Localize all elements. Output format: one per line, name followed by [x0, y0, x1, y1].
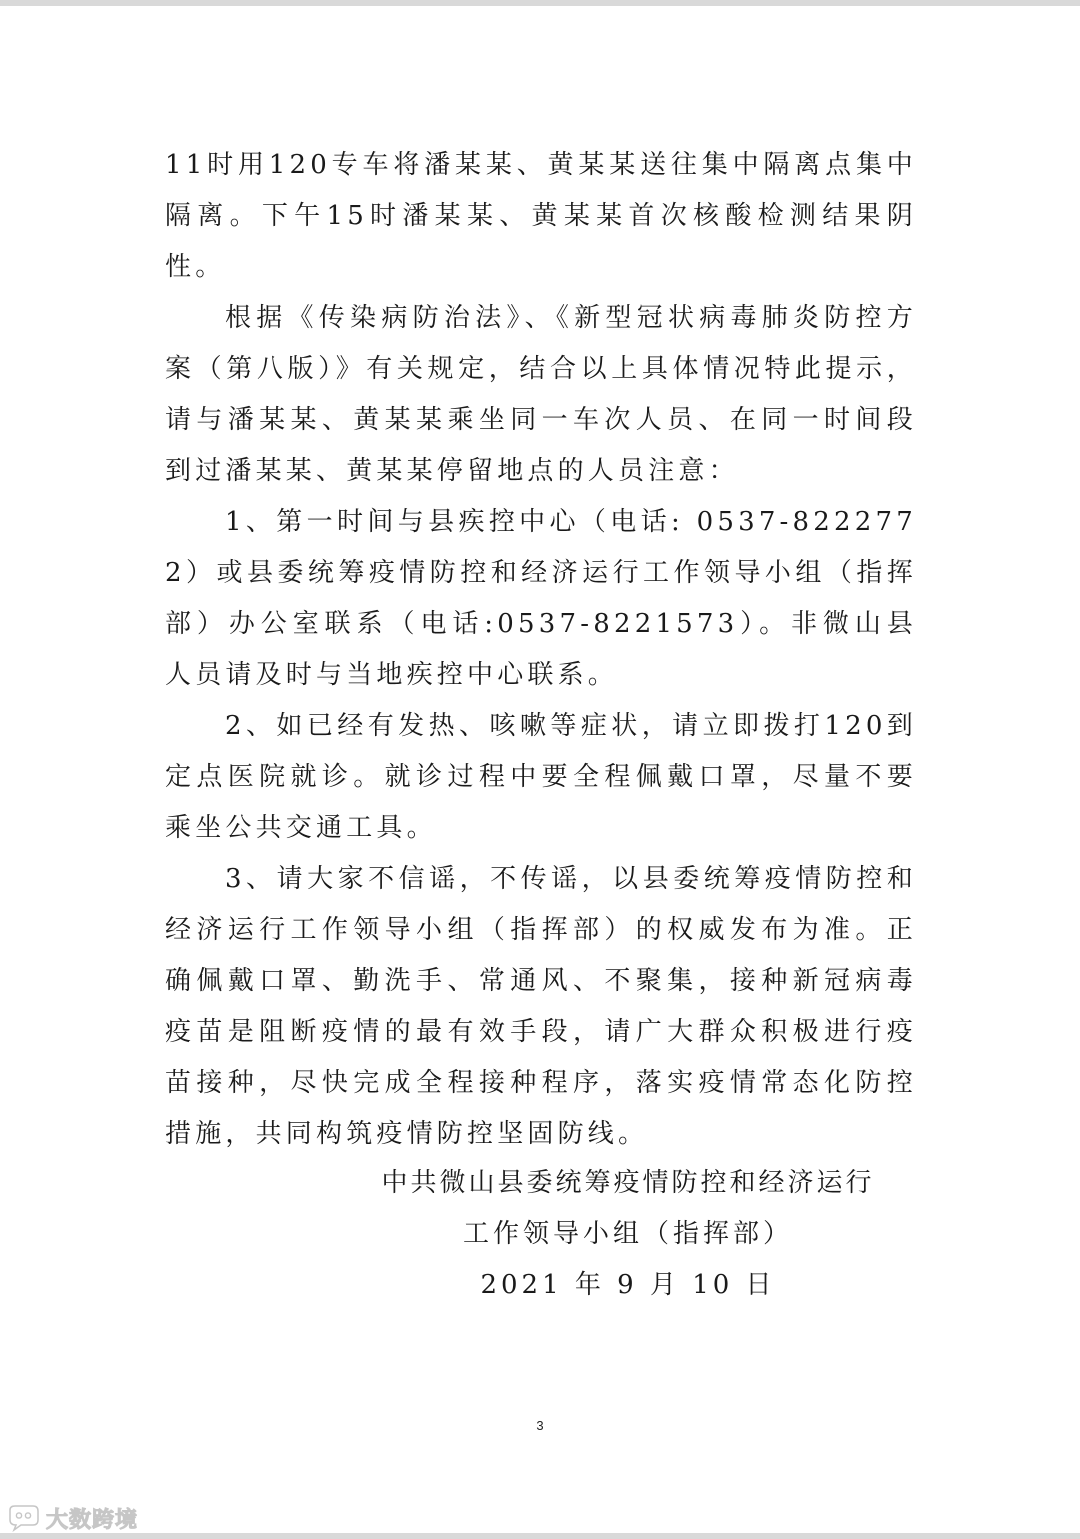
signature-org-line2: 工作领导小组（指挥部） — [462, 1219, 793, 1249]
speech-bubble-logo-icon — [6, 1504, 42, 1532]
paragraph-continued: 11时用120专车将潘某某、黄某某送往集中隔离点集中隔离。下午15时潘某某、黄某某首次核酸检测结果阴性。 — [165, 150, 917, 282]
watermark — [6, 1503, 138, 1533]
signature-org-line1: 中共微山县委统筹疫情防控和经济运行 — [381, 1168, 875, 1198]
paragraph-item-2: 2、如已经有发热、咳嗽等症状，请立即拨打120到定点医院就诊。就诊过程中要全程佩戴口罩，尽量不要乘坐公共交通工具。 — [165, 711, 917, 843]
paragraph-item-1: 1、第一时间与县疾控中心（电话: 0537-8222772）或县委统筹疫情防控和经济运行工作领导小组（指挥部）办公室联系（电话:0537-8221573）。非微山县人员请及时与当地疾控中心联系。 — [165, 507, 917, 690]
document-body — [165, 140, 917, 1160]
page-number: 3 — [536, 1418, 544, 1433]
bottom-border — [0, 1533, 1080, 1539]
paragraph-legal-basis: 根据《传染病防治法》、《新型冠状病毒肺炎防控方案（第八版）》有关规定，结合以上具体情况特此提示，请与潘某某、黄某某乘坐同一车次人员、在同一时间段到过潘某某、黄某某停留地点的人员注意： — [165, 303, 917, 486]
signature-date: 2021 年 9 月 10 日 — [480, 1270, 776, 1300]
paragraph-item-3: 3、请大家不信谣，不传谣，以县委统筹疫情防控和经济运行工作领导小组（指挥部）的权威发布为准。正确佩戴口罩、勤洗手、常通风、不聚集，接种新冠病毒疫苗是阻断疫情的最有效手段，请广大群众积极进行疫苗接种，尽快完成全程接种程序，落实疫情常态化防控措施，共同构筑疫情防控坚固防线。 — [165, 864, 917, 1149]
top-border — [0, 0, 1080, 6]
watermark-text: 大数跨境 — [46, 1507, 139, 1533]
